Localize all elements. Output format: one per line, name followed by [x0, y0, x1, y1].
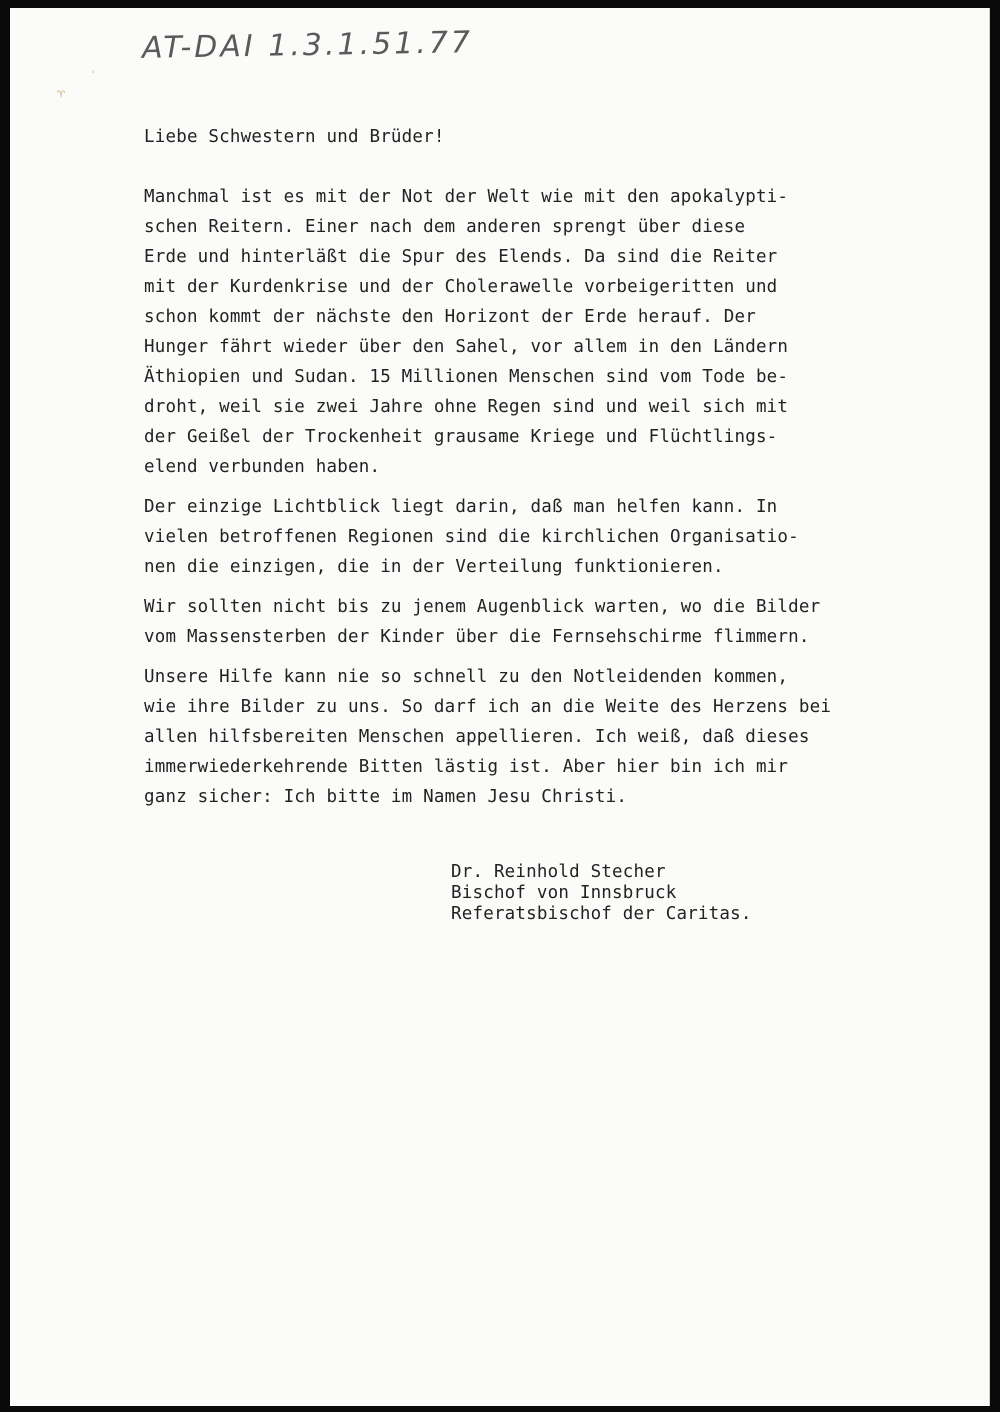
- text-line: elend verbunden haben.: [144, 457, 381, 477]
- text-line: wie ihre Bilder zu uns. So darf ich an die Weite des Herzens bei: [144, 697, 832, 717]
- text-line: schon kommt der nächste den Horizont der Erde herauf. Der: [144, 307, 756, 327]
- letter-body: [144, 122, 934, 822]
- text-line: allen hilfsbereiten Menschen appellieren. Ich weiß, daß dieses: [144, 727, 810, 747]
- text-line: Unsere Hilfe kann nie so schnell zu den Notleidenden kommen,: [144, 667, 789, 687]
- text-line: der Geißel der Trockenheit grausame Kriege und Flüchtlings-: [144, 427, 778, 447]
- text-line: Wir sollten nicht bis zu jenem Augenblick warten, wo die Bilder: [144, 597, 821, 617]
- signature-name: Dr. Reinhold Stecher: [451, 862, 666, 882]
- text-line: ganz sicher: Ich bitte im Namen Jesu Christi.: [144, 787, 628, 807]
- text-line: Äthiopien und Sudan. 15 Millionen Menschen sind vom Tode be-: [144, 367, 789, 387]
- text-line: droht, weil sie zwei Jahre ohne Regen sind und weil sich mit: [144, 397, 789, 417]
- paper-speck: ': [92, 70, 95, 80]
- signature-title: Bischof von Innsbruck: [451, 883, 677, 903]
- text-line: Erde und hinterläßt die Spur des Elends. Da sind die Reiter: [144, 247, 778, 267]
- paper-speck: ♈: [57, 90, 66, 100]
- text-line: vielen betroffenen Regionen sind die kirchlichen Organisatio-: [144, 527, 799, 547]
- text-line: immerwiederkehrende Bitten lästig ist. Aber hier bin ich mir: [144, 757, 789, 777]
- text-line: mit der Kurdenkrise und der Cholerawelle vorbeigeritten und: [144, 277, 778, 297]
- text-line: Manchmal ist es mit der Not der Welt wie mit den apokalypti-: [144, 187, 789, 207]
- text-line: Der einzige Lichtblick liegt darin, daß man helfen kann. In: [144, 497, 778, 517]
- paragraph-4: [144, 662, 934, 812]
- salutation: Liebe Schwestern und Brüder!: [144, 127, 445, 147]
- paragraph-3: [144, 592, 934, 652]
- paragraph-1: [144, 182, 934, 482]
- text-line: vom Massensterben der Kinder über die Fernsehschirme flimmern.: [144, 627, 810, 647]
- paragraph-2: [144, 492, 934, 582]
- text-line: nen die einzigen, die in der Verteilung funktionieren.: [144, 557, 724, 577]
- signature-role: Referatsbischof der Caritas.: [451, 904, 752, 924]
- archive-reference: AT-DAI 1.3.1.51.77: [141, 25, 474, 66]
- text-line: Hunger fährt wieder über den Sahel, vor allem in den Ländern: [144, 337, 789, 357]
- text-line: schen Reitern. Einer nach dem anderen sprengt über diese: [144, 217, 746, 237]
- signature-block: [451, 862, 752, 925]
